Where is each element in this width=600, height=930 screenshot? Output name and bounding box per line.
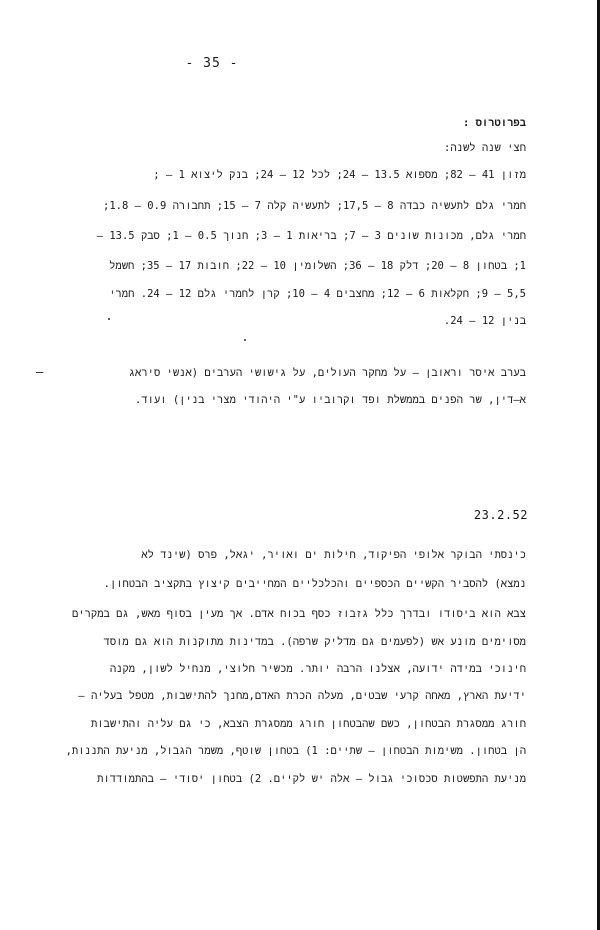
budget-line: 1; בטחון 8 – 20; דלק 18 – 36; השלומין 10 – 22; חובות 17 – 35; חשמל [109, 260, 526, 272]
budget-line: חמרי גלם לתעשיה כבדה 8 – 17,5; לתעשיה קלה 7 – 15; תחבורה 0.9 – 1.8; [103, 200, 526, 212]
visitor-dash: – [36, 365, 44, 379]
entry-line: נמצא) להסביר הקשיים הכספיים והכלכליים המחייבים קיצוץ בתקציב הבטחון. [103, 578, 526, 590]
budget-line: בנין 12 – 24. [443, 315, 526, 327]
visitor-line: בערב איסר וראובן – על מחקר העולים, על גישושי הערבים (אנשי סיראג [128, 367, 526, 379]
entry-line: צבא הוא ביסודו ובדרך כלל גזבוז כסף בכוח אדם. אך מעין בסוף מאש, גם במקרים [71, 608, 526, 620]
ink-speck [244, 339, 246, 341]
visitor-line: א–דין, שר הפנים בממשלת ופד וקרוביו ע"י היהודי מצרי בנין) ועוד. [135, 394, 526, 406]
page-number: - 35 - [185, 56, 239, 71]
entry-line: מניעת התפשטות סכסוכי גבול – אלה יש לקיים. 2) בטחון יסודי – בהתמודדות [97, 773, 526, 785]
entry-line: חורג ממסגרת הבטחון, כשם שהבטחון חורג ממסגרת הצבא, כי גם עליה והתישבות [90, 718, 526, 730]
entry-line: כינסתי הבוקר אלופי הפיקוד, חילות ים ואויר, יגאל, פרס (שינד לא [141, 549, 526, 561]
entry-line: מסוימים מונע אש (לפעמים גם מדליק שרפה). במדינות מתוקנות הוא גם מוסד [103, 636, 526, 648]
entry-line: ידיעת הארץ, מאחה קרעי שבטים, מעלה הכרת האדם,מחנך להתישבות, מטפל בעליה – [78, 690, 526, 702]
budget-line: חמרי גלם, מכונות שונים 3 – 7; בריאות 1 – 3; חנוך 0.5 – 1; סבק 13.5 – [96, 230, 526, 242]
budget-heading: בפרוטרוס : [462, 117, 526, 129]
budget-subheading: חצי שנה לשנה: [444, 142, 526, 154]
entry-date: 23.2.52 [473, 508, 528, 522]
budget-line: 5,5 – 9; חקלאות 6 – 12; מחצבים 4 – 10; קרן לחמרי גלם 12 – 24. חמרי [109, 288, 526, 300]
ink-speck [108, 318, 110, 320]
entry-line: הן בטחון. משימות הבטחון – שתיים: 1) בטחון שוטף, משמר הגבול, מניעת התננות, [65, 745, 526, 757]
budget-line: מזון 41 – 82; מספוא 13.5 – 24; לכל 12 – 24; בנק ליצוא 1 – ; [153, 169, 526, 181]
entry-line: חינוכי במידה ידועה, אצלנו הרבה יותר. מכשיר חלוצי, מנחיל לשון, מקנה [109, 663, 526, 675]
